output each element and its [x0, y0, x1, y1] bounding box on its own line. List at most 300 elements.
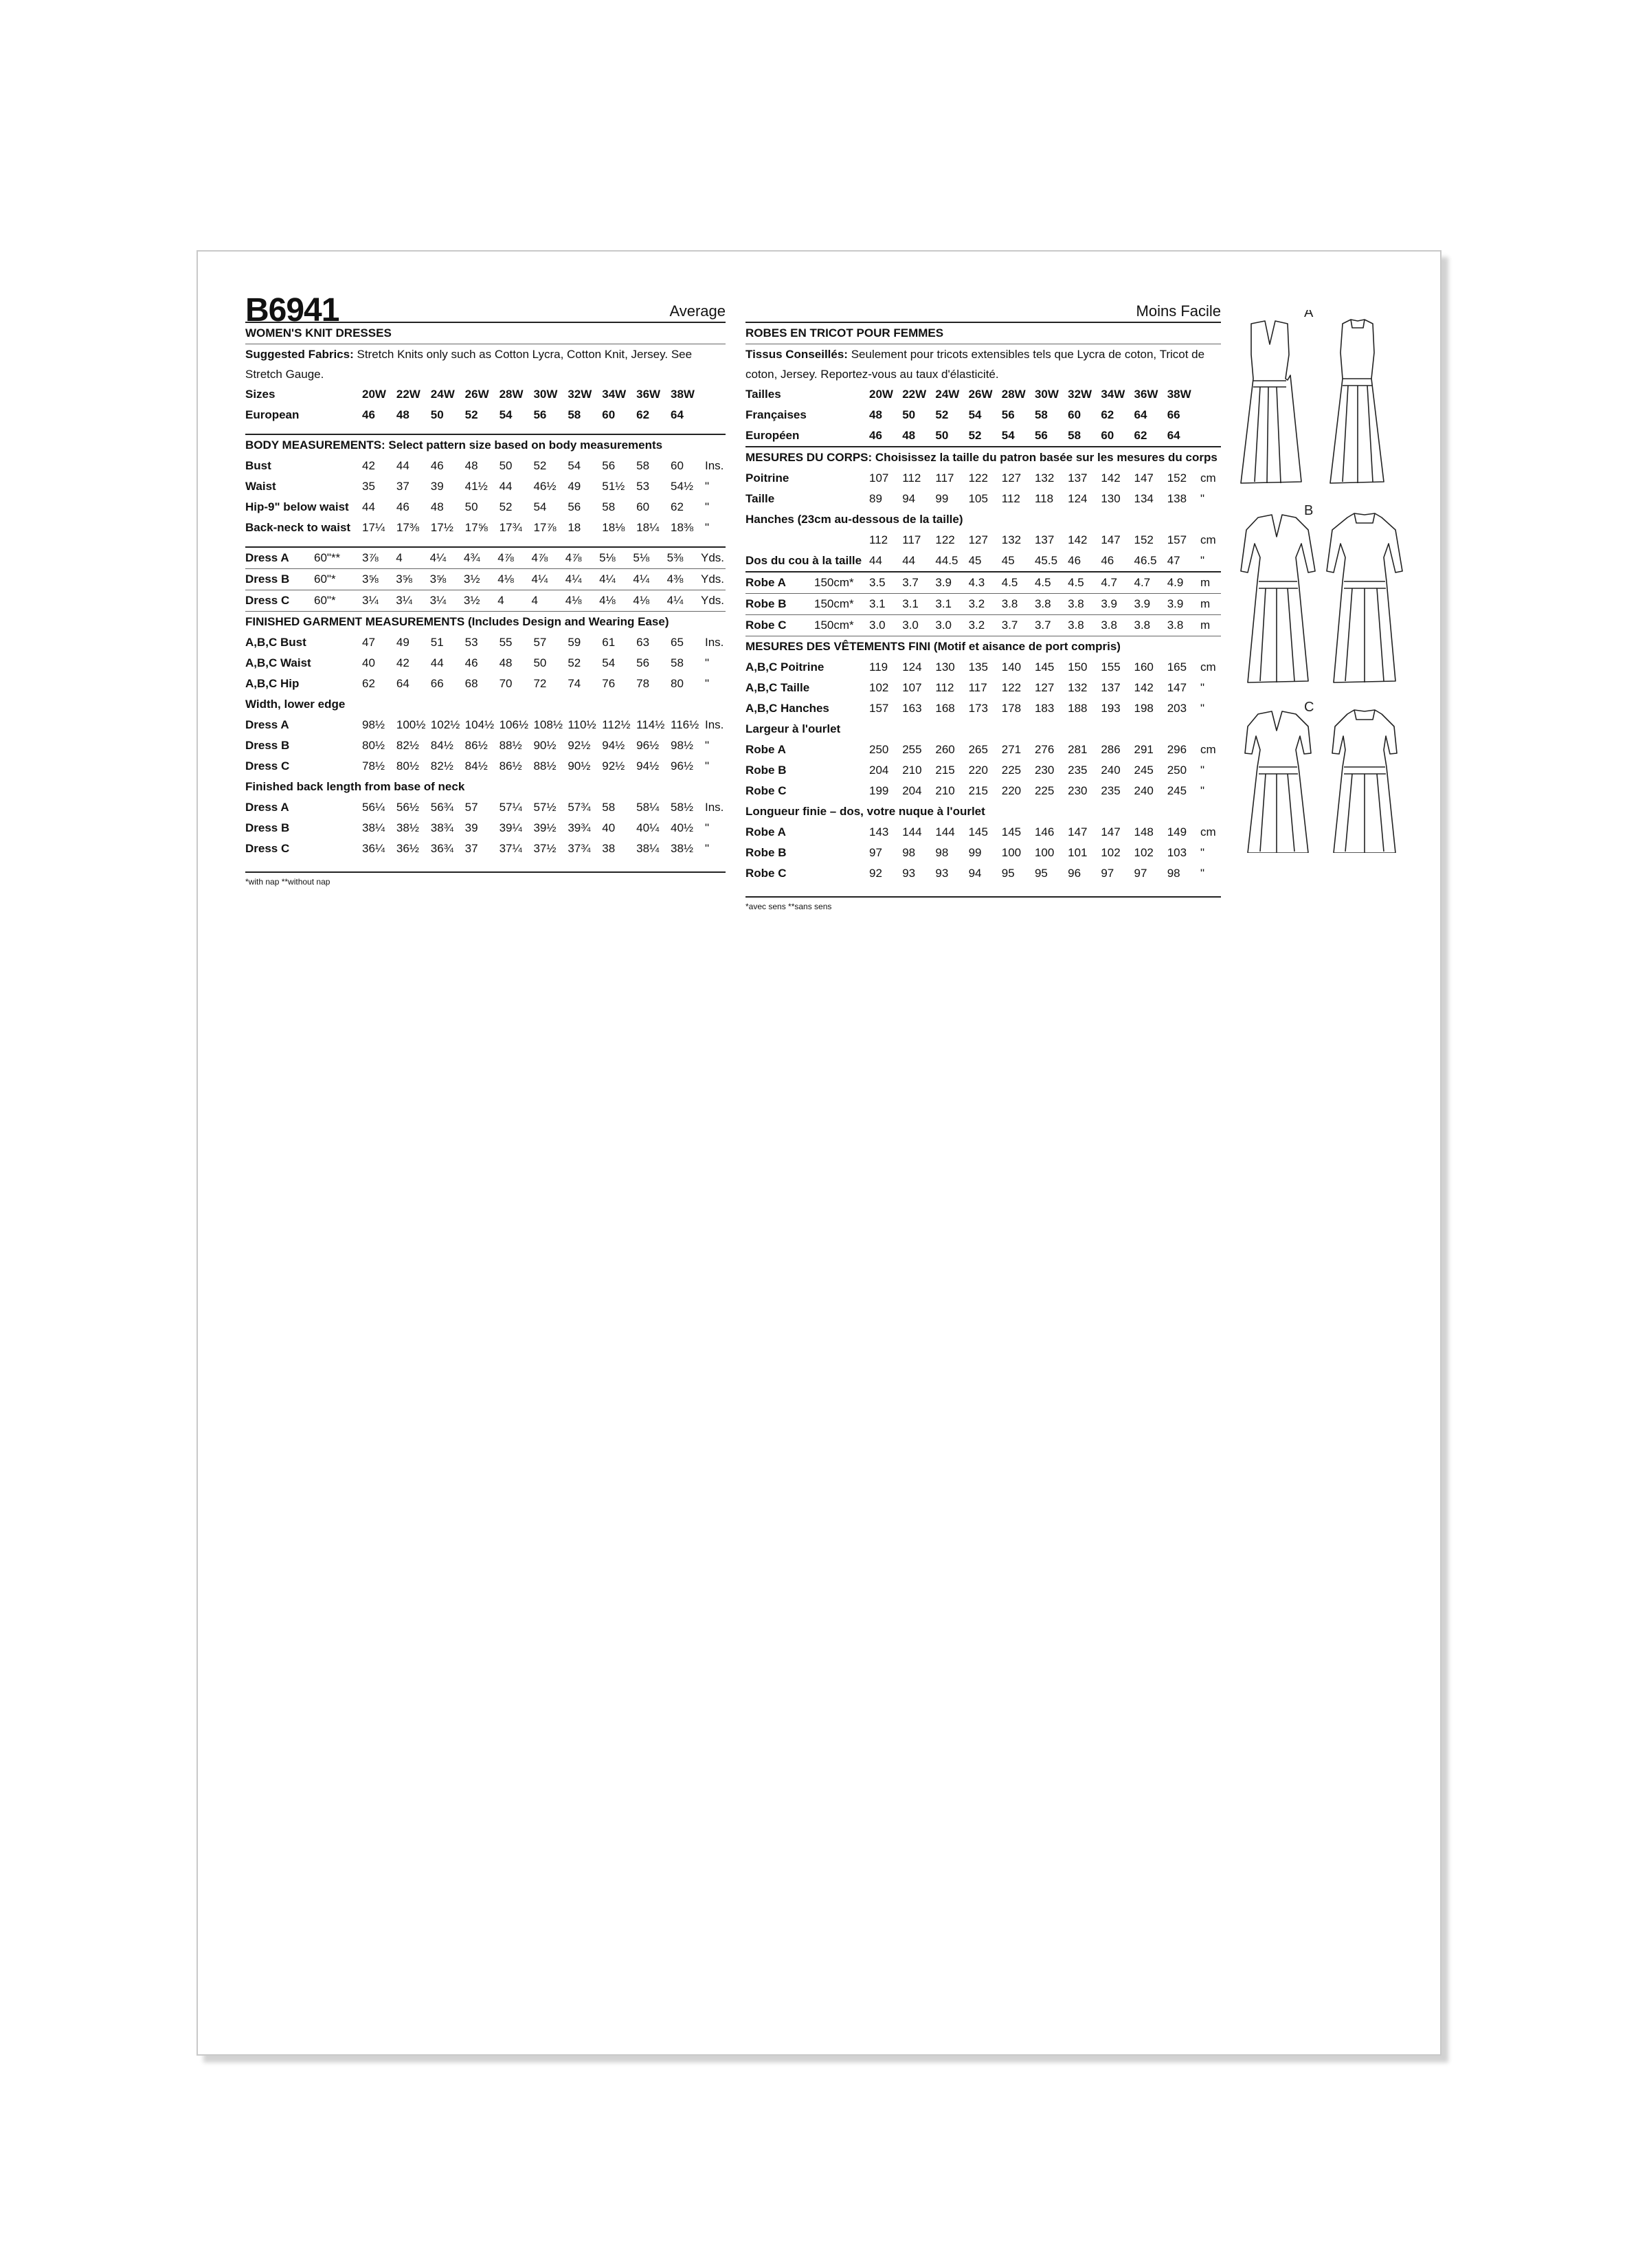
cell-value: 57¾ [568, 801, 591, 814]
unit: Ins. [705, 636, 724, 649]
unit: Ins. [705, 459, 724, 472]
cell-value: 42 [362, 459, 375, 472]
size-row [245, 384, 726, 405]
cell-value: 104½ [464, 718, 495, 731]
cell-value: 17⅜ [396, 521, 419, 534]
cell-value: 215 [935, 764, 955, 777]
cell-value: 50 [902, 408, 916, 421]
finished-row-fr [745, 698, 1221, 719]
unit: " [1200, 784, 1205, 797]
finished-row [245, 674, 726, 694]
cell-value: 58½ [671, 801, 694, 814]
cell-value: 137 [1101, 681, 1121, 694]
cell-value: 4⅛ [599, 590, 633, 612]
cell-value: 152 [1167, 471, 1187, 485]
cell-value: 48 [499, 656, 513, 669]
cell-value: 86½ [464, 739, 488, 752]
cell-value: 58 [1068, 429, 1081, 442]
unit: " [705, 821, 710, 834]
cell-value: 134 [1134, 492, 1154, 505]
cell-value: 92 [869, 867, 882, 880]
unit: Yds. [701, 547, 726, 569]
cell-value: 36W [1134, 388, 1158, 401]
cell-value: 56¼ [362, 801, 385, 814]
cell-value: 96½ [671, 759, 694, 772]
cell-value: 3¼ [362, 590, 396, 612]
cell-value: 44 [362, 500, 375, 513]
yardage-table-fr [745, 571, 1221, 636]
cell-value: 22W [902, 388, 927, 401]
cell-value: 225 [1034, 784, 1055, 797]
finished-measurements-table-fr [745, 657, 1221, 719]
unit: m [1200, 572, 1221, 594]
row-label: A,B,C Hanches [745, 702, 829, 715]
cell-value: 40 [362, 656, 375, 669]
cell-value: 26W [968, 388, 993, 401]
cell-value: 49 [568, 480, 581, 493]
cell-value: 204 [902, 784, 922, 797]
cell-value: 44 [499, 480, 513, 493]
cell-value: 112 [869, 533, 888, 546]
cell-value: 130 [1101, 492, 1121, 505]
cell-value: 130 [935, 660, 955, 674]
cell-value: 220 [1001, 784, 1022, 797]
unit: " [1200, 764, 1205, 777]
cell-value: 5⅜ [667, 547, 701, 569]
cell-value: 58 [602, 801, 616, 814]
row-label: A,B,C Poitrine [745, 660, 824, 674]
cell-value: 48 [869, 408, 882, 421]
cell-value: 47 [1167, 554, 1180, 567]
cell-value: 3.7 [902, 572, 935, 594]
body-row-fr [745, 489, 1221, 509]
cell-value: 20W [869, 388, 893, 401]
cell-value: 3½ [464, 569, 497, 590]
cell-value: 132 [1001, 533, 1022, 546]
cell-value: 18⅛ [602, 521, 625, 534]
cell-value: 64 [1167, 429, 1180, 442]
cell-value: 52 [464, 408, 478, 421]
cell-value: 230 [1034, 764, 1055, 777]
footnote: *with nap **without nap [245, 871, 726, 887]
cell-value: 94½ [602, 739, 625, 752]
cell-value: 44 [396, 459, 410, 472]
cell-value: 95 [1034, 867, 1048, 880]
cell-value: 80½ [362, 739, 385, 752]
cell-value: 142 [1101, 471, 1121, 485]
cell-value: 54½ [671, 480, 694, 493]
cell-value: 114½ [636, 718, 665, 731]
cell-value: 281 [1068, 743, 1088, 756]
cell-value: 54 [499, 408, 513, 421]
width-title: Width, lower edge [245, 698, 346, 711]
cell-value: 56¾ [430, 801, 453, 814]
cell-value: 44 [869, 554, 882, 567]
cell-value: 140 [1001, 660, 1022, 674]
cell-value: 38½ [671, 842, 694, 855]
cell-value: 3.1 [869, 594, 902, 615]
cell-value: 3.0 [869, 615, 902, 636]
cell-value: 3.8 [1101, 615, 1134, 636]
cell-value: 107 [869, 471, 889, 485]
cell-value: 41½ [464, 480, 488, 493]
unit: " [1200, 492, 1205, 505]
width-table [245, 715, 726, 777]
width-row-fr [745, 740, 1221, 760]
cell-value: 155 [1101, 660, 1121, 674]
cell-value: 46½ [533, 480, 557, 493]
cell-value: 204 [869, 764, 889, 777]
garment-title: WOMEN'S KNIT DRESSES [245, 326, 392, 340]
length-row-fr [745, 843, 1221, 863]
cell-value: 100½ [396, 718, 426, 731]
cell-value: 44.5 [935, 554, 958, 567]
cell-value: 119 [869, 660, 888, 674]
cell-value: 88½ [533, 759, 557, 772]
length-title-fr: Longueur finie – dos, votre nuque à l'ourlet [745, 805, 985, 818]
row-label: Dos du cou à la taille [745, 554, 862, 567]
cell-value: 84½ [430, 739, 453, 752]
length-table [245, 797, 726, 859]
cell-value: 62 [671, 500, 684, 513]
cell-value: 122 [1001, 681, 1022, 694]
cell-value: 51 [430, 636, 444, 649]
cell-value: 102 [1101, 846, 1121, 859]
cell-value: 39½ [533, 821, 557, 834]
cell-value: 37¼ [499, 842, 522, 855]
hanches-row [745, 530, 1221, 551]
cell-value: 112 [935, 681, 954, 694]
view-a-back-sketch [1330, 320, 1384, 483]
cell-value: 22W [396, 388, 420, 401]
cell-value: 276 [1034, 743, 1055, 756]
row-label: Robe B [745, 764, 787, 777]
body-measurements-table [245, 456, 726, 538]
cell-value: 48 [464, 459, 478, 472]
cell-value: 56 [1001, 408, 1015, 421]
cell-value: 60 [671, 459, 684, 472]
cell-value: 18⅜ [671, 521, 694, 534]
hanches-table [745, 530, 1221, 571]
cell-value: 40¼ [636, 821, 660, 834]
cell-value: 4.5 [1068, 572, 1101, 594]
unit: " [1200, 681, 1205, 694]
cell-value: 96½ [636, 739, 660, 752]
fabrics-text-fr: Seulement pour tricots extensibles tels que Lycra de coton, Tricot de coton, Jersey. Reportez-vous au taux d'élasticité. [745, 348, 1205, 381]
cell-value: 17⅞ [533, 521, 557, 534]
cell-value: 36¾ [430, 842, 453, 855]
cell-value: 5⅛ [599, 547, 633, 569]
cell-value: 45 [968, 554, 982, 567]
finished-measurements-table [245, 632, 726, 694]
cell-value: 36W [636, 388, 661, 401]
cell-value: 52 [968, 429, 982, 442]
cell-value: 55 [499, 636, 513, 649]
row-label: Européen [745, 429, 800, 442]
cell-value: 37 [464, 842, 478, 855]
body-row [245, 456, 726, 476]
cell-value: 54 [602, 656, 616, 669]
cell-value: 64 [1134, 408, 1147, 421]
row-label: Robe C [745, 784, 787, 797]
cell-value: 96 [1068, 867, 1081, 880]
cell-value: 145 [1001, 825, 1022, 838]
cell-value: 84½ [464, 759, 488, 772]
cell-value: 62 [362, 677, 375, 690]
cell-value: 44 [430, 656, 444, 669]
cell-value: 17⅝ [464, 521, 488, 534]
cell-value: 45 [1001, 554, 1015, 567]
cell-value: 146 [1034, 825, 1055, 838]
cell-value: 3.9 [1167, 594, 1200, 615]
cell-value: 58 [671, 656, 684, 669]
row-label: Dress B [245, 569, 314, 590]
cell-value: 95 [1001, 867, 1015, 880]
cell-value: 48 [902, 429, 916, 442]
cell-value: 68 [464, 677, 478, 690]
sizes-table-fr [745, 384, 1221, 446]
unit: " [705, 500, 710, 513]
cell-value: 3.1 [935, 594, 968, 615]
length-title: Finished back length from base of neck [245, 780, 465, 793]
cell-value: 188 [1068, 702, 1088, 715]
unit: " [1200, 846, 1205, 859]
cell-value: 18¼ [636, 521, 660, 534]
unit: m [1200, 594, 1221, 615]
fabrics-label: Suggested Fabrics: [245, 348, 354, 361]
size-row-fr [745, 425, 1221, 446]
cell-value: 4.7 [1134, 572, 1167, 594]
cell-value: 150 [1068, 660, 1088, 674]
cell-value: 62 [1134, 429, 1147, 442]
cell-value: 46 [1101, 554, 1114, 567]
cell-value: 37¾ [568, 842, 591, 855]
cell-value: 82½ [430, 759, 453, 772]
row-label: Françaises [745, 408, 807, 421]
length-table-fr [745, 822, 1221, 884]
cell-value: 66 [1167, 408, 1180, 421]
difficulty-level: Average [245, 293, 726, 323]
row-label: Robe C [745, 615, 814, 636]
cell-value: 198 [1134, 702, 1154, 715]
cell-value: 108½ [533, 718, 563, 731]
cell-value: 3.8 [1068, 594, 1101, 615]
cell-value: 245 [1167, 784, 1187, 797]
cell-value: 132 [1068, 681, 1088, 694]
body-row [245, 476, 726, 497]
cell-value: 3⅝ [396, 569, 429, 590]
fabric-width: 150cm* [814, 594, 869, 615]
unit: " [705, 521, 710, 534]
cell-value: 122 [968, 471, 988, 485]
cell-value: 62 [1101, 408, 1114, 421]
fabric-width: 60"* [314, 569, 362, 590]
view-illustrations [1227, 310, 1433, 853]
body-row-fr [745, 468, 1221, 489]
cell-value: 98½ [362, 718, 385, 731]
cell-value: 103 [1167, 846, 1187, 859]
cell-value: 60 [1068, 408, 1081, 421]
pattern-code: B6941 [245, 292, 339, 329]
body-measurements-table-fr [745, 468, 1221, 509]
cell-value: 47 [362, 636, 375, 649]
cell-value: 30W [533, 388, 558, 401]
cell-value: 58 [602, 500, 616, 513]
row-label: Dress C [245, 759, 290, 772]
cell-value: 3.5 [869, 572, 902, 594]
cell-value: 54 [968, 408, 982, 421]
cell-value: 42 [396, 656, 410, 669]
cell-value: 92½ [602, 759, 625, 772]
cell-value: 38¼ [362, 821, 385, 834]
cell-value: 4¼ [430, 547, 464, 569]
unit: " [705, 759, 710, 772]
cell-value: 98 [935, 846, 949, 859]
cell-value: 117 [902, 533, 921, 546]
row-label: Robe A [745, 743, 786, 756]
cell-value: 100 [1034, 846, 1055, 859]
cell-value: 57 [464, 801, 478, 814]
cell-value: 60 [636, 500, 650, 513]
cell-value: 102 [1134, 846, 1154, 859]
cell-value: 36½ [396, 842, 419, 855]
cell-value: 54 [1001, 429, 1015, 442]
cell-value: 112½ [602, 718, 631, 731]
cell-value: 4.5 [1035, 572, 1068, 594]
cell-value: 4¼ [531, 569, 565, 590]
row-label: Bust [245, 459, 271, 472]
cell-value: 122 [935, 533, 955, 546]
body-row [245, 518, 726, 538]
yardage-row [245, 547, 726, 569]
body-measurements-title: BODY MEASUREMENTS: Select pattern size based on body measurements [245, 434, 726, 456]
width-row [245, 735, 726, 756]
view-label-a: A [1304, 310, 1314, 320]
cell-value: 117 [935, 471, 954, 485]
unit: cm [1200, 471, 1216, 485]
cell-value: 4 [497, 590, 531, 612]
width-title-fr: Largeur à l'ourlet [745, 722, 841, 735]
length-row [245, 797, 726, 818]
cell-value: 3⅝ [362, 569, 396, 590]
difficulty-level-fr: Moins Facile [745, 293, 1221, 323]
cell-value: 137 [1068, 471, 1088, 485]
cell-value: 147 [1101, 533, 1121, 546]
unit: Ins. [705, 718, 724, 731]
cell-value: 45.5 [1034, 554, 1058, 567]
cell-value: 60 [1101, 429, 1114, 442]
cell-value: 40½ [671, 821, 694, 834]
cell-value: 57¼ [499, 801, 522, 814]
cell-value: 38¼ [636, 842, 660, 855]
yardage-row-fr [745, 572, 1221, 594]
cell-value: 80½ [396, 759, 419, 772]
cell-value: 3.9 [935, 572, 968, 594]
cell-value: 147 [1068, 825, 1088, 838]
cell-value: 56½ [396, 801, 419, 814]
cell-value: 3.0 [935, 615, 968, 636]
cell-value: 18 [568, 521, 581, 534]
cell-value: 220 [968, 764, 988, 777]
cell-value: 100 [1001, 846, 1022, 859]
cell-value: 4⅜ [667, 569, 701, 590]
cell-value: 38¾ [430, 821, 453, 834]
cell-value: 4.9 [1167, 572, 1200, 594]
english-column [245, 293, 726, 887]
cell-value: 90½ [568, 759, 591, 772]
cell-value: 4¼ [599, 569, 633, 590]
cell-value: 53 [464, 636, 478, 649]
cell-value: 3⅞ [362, 547, 396, 569]
unit: " [705, 677, 710, 690]
size-row-fr [745, 384, 1221, 405]
cell-value: 51½ [602, 480, 625, 493]
row-label: A,B,C Hip [245, 677, 300, 690]
cell-value: 39¼ [499, 821, 522, 834]
pattern-sheet [197, 250, 1442, 2056]
cell-value: 165 [1167, 660, 1187, 674]
row-label: A,B,C Waist [245, 656, 311, 669]
row-label: Dress C [245, 590, 314, 612]
cell-value: 38½ [396, 821, 419, 834]
unit: Yds. [701, 590, 726, 612]
cell-value: 3⅝ [430, 569, 464, 590]
view-c-front-sketch [1245, 711, 1311, 853]
unit: " [705, 480, 710, 493]
cell-value: 124 [902, 660, 922, 674]
cell-value: 199 [869, 784, 889, 797]
cell-value: 93 [902, 867, 916, 880]
cell-value: 52 [935, 408, 949, 421]
finished-row-fr [745, 657, 1221, 678]
cell-value: 245 [1134, 764, 1154, 777]
cell-value: 230 [1068, 784, 1088, 797]
cell-value: 48 [430, 500, 444, 513]
cell-value: 3.8 [1134, 615, 1167, 636]
yardage-row-fr [745, 615, 1221, 636]
footnote-fr: *avec sens **sans sens [745, 896, 1221, 911]
cell-value: 4¾ [464, 547, 497, 569]
cell-value: 3.1 [902, 594, 935, 615]
cell-value: 118 [1034, 492, 1054, 505]
cell-value: 89 [869, 492, 882, 505]
cell-value: 46.5 [1134, 554, 1157, 567]
cell-value: 4¼ [667, 590, 701, 612]
cell-value: 250 [1167, 764, 1187, 777]
row-label: Dress A [245, 801, 289, 814]
unit: cm [1200, 533, 1216, 546]
cell-value: 38 [602, 842, 616, 855]
width-row-fr [745, 760, 1221, 781]
cell-value: 40 [602, 821, 616, 834]
unit [1200, 384, 1221, 405]
cell-value: 112 [1001, 492, 1020, 505]
cell-value: 105 [968, 492, 988, 505]
cell-value: 57 [533, 636, 547, 649]
cell-value: 4⅛ [565, 590, 599, 612]
cell-value: 72 [533, 677, 547, 690]
cell-value: 144 [935, 825, 955, 838]
cell-value: 53 [636, 480, 650, 493]
cell-value: 38W [1167, 388, 1191, 401]
hanches-label: Hanches (23cm au-dessous de la taille) [745, 513, 963, 526]
finished-measurements-title-fr: MESURES DES VÊTEMENTS FINI (Motif et aisance de port compris) [745, 636, 1221, 657]
cell-value: 56 [636, 656, 650, 669]
cell-value: 127 [968, 533, 988, 546]
fabrics-text: Stretch Knits only such as Cotton Lycra, Cotton Knit, Jersey. See Stretch Gauge. [245, 348, 693, 381]
cell-value: 78½ [362, 759, 385, 772]
cell-value: 49 [396, 636, 410, 649]
